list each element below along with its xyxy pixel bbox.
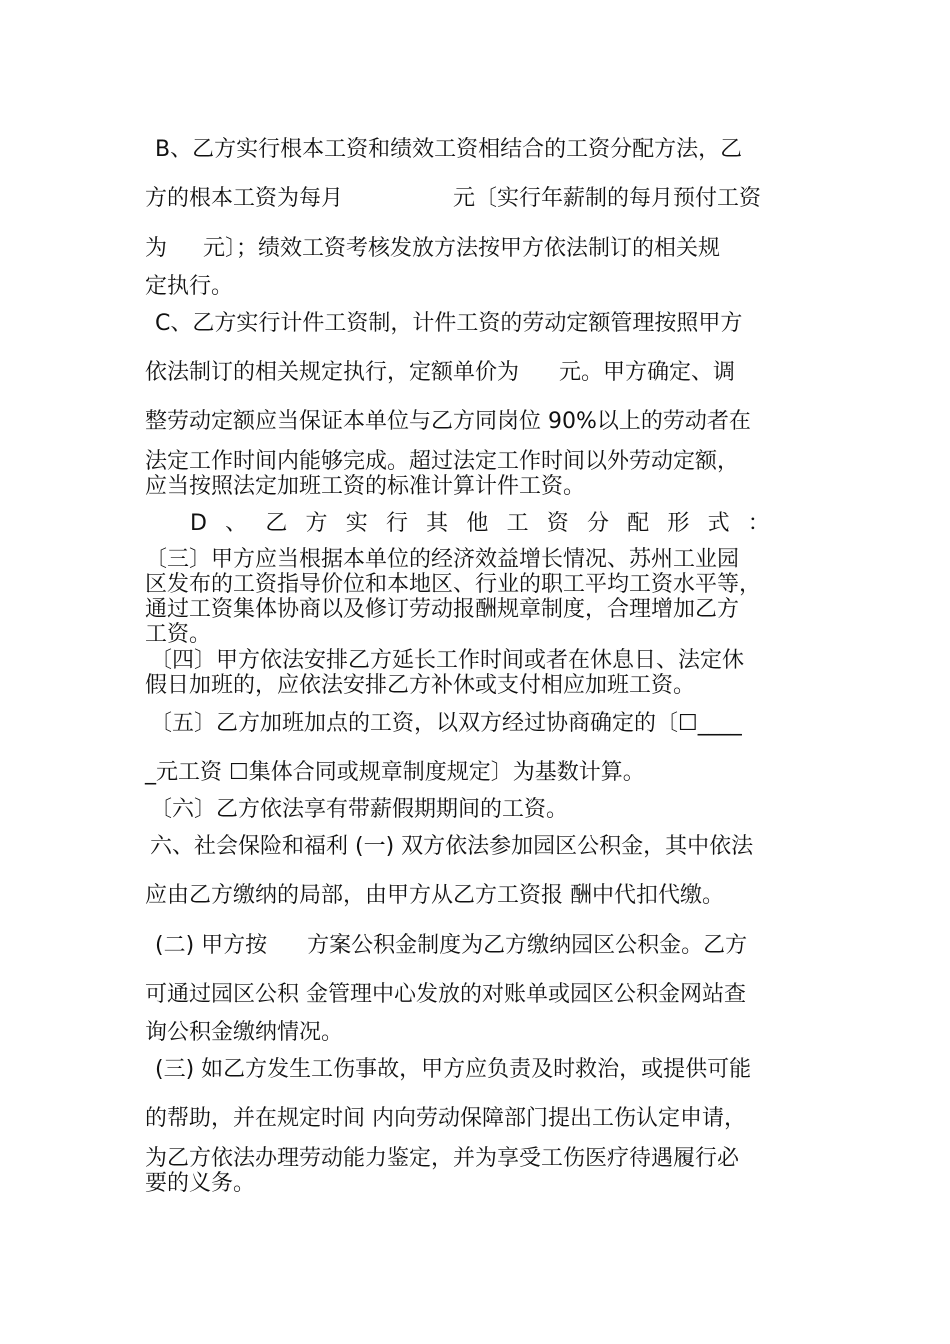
para-d-char: 实 bbox=[345, 511, 368, 536]
para-d-char: 资 bbox=[546, 511, 569, 536]
para-c-line-5: 应当按照法定加班工资的标准计算计件工资。 bbox=[145, 474, 586, 499]
para-5-line-2: _元工资 ☐集体合同或规章制度规定〕为基数计算。 bbox=[145, 760, 645, 785]
para-d-char: 乙 bbox=[265, 511, 288, 536]
section-6-line-9: 要的义务。 bbox=[145, 1171, 256, 1196]
para-d-char: 、 bbox=[225, 511, 248, 536]
section-6-line-7: 的帮助，并在规定时间 内向劳动保障部门提出工伤认定申请， bbox=[145, 1106, 746, 1131]
section-6-line-5: 询公积金缴纳情况。 bbox=[145, 1020, 344, 1045]
para-b-line-2-a: 方的根本工资为每月 bbox=[145, 186, 344, 211]
para-3-line-1: 〔三〕甲方应当根据本单位的经济效益增长情况、苏州工业园 bbox=[145, 547, 740, 572]
section-6-line-3-b: 方案公积金制度为乙方缴纳园区公积金。乙方 bbox=[307, 933, 748, 958]
para-c-line-1: C、乙方实行计件工资制，计件工资的劳动定额管理按照甲方 bbox=[155, 311, 743, 336]
para-d-char: 方 bbox=[305, 511, 328, 536]
para-b-line-1: B、乙方实行根本工资和绩效工资相结合的工资分配方法，乙 bbox=[155, 137, 743, 162]
section-6-line-4: 可通过园区公积 金管理中心发放的对账单或园区公积金网站查 bbox=[145, 982, 746, 1007]
para-d-char: D bbox=[190, 511, 207, 536]
para-3-line-3: 通过工资集体协商以及修订劳动报酬规章制度，合理增加乙方 bbox=[145, 597, 740, 622]
para-d-char: ： bbox=[747, 511, 770, 536]
section-6-line-6: (三) 如乙方发生工伤事故，甲方应负责及时救治，或提供可能 bbox=[155, 1057, 752, 1082]
para-d-char: 分 bbox=[586, 511, 609, 536]
para-3-line-4: 工资。 bbox=[145, 622, 212, 647]
para-b-line-2 bbox=[145, 186, 815, 212]
para-4-line-2: 假日加班的，应依法安排乙方补休或支付相应加班工资。 bbox=[145, 673, 696, 698]
para-d-char: 式 bbox=[707, 511, 730, 536]
para-6-line-1: 〔六〕乙方依法享有带薪假期期间的工资。 bbox=[150, 797, 569, 822]
para-5-line-1: 〔五〕乙方加班加点的工资，以双方经过协商确定的〔☐____ bbox=[150, 711, 742, 736]
para-d-line bbox=[190, 511, 770, 537]
para-d-char: 工 bbox=[506, 511, 529, 536]
para-c-line-4: 法定工作时间内能够完成。超过法定工作时间以外劳动定额， bbox=[145, 449, 740, 474]
section-6-line-1: 六、社会保险和福利 (一) 双方依法参加园区公积金，其中依法 bbox=[150, 834, 754, 859]
para-c-line-3: 整劳动定额应当保证本单位与乙方同岗位 90%以上的劳动者在 bbox=[145, 409, 751, 434]
para-d-char: 行 bbox=[385, 511, 408, 536]
section-6-line-2: 应由乙方缴纳的局部，由甲方从乙方工资报 酬中代扣代缴。 bbox=[145, 883, 724, 908]
para-4-line-1: 〔四〕甲方依法安排乙方延长工作时间或者在休息日、法定休 bbox=[150, 648, 745, 673]
section-6-line-3 bbox=[155, 933, 825, 959]
para-3-line-2: 区发布的工资指导价位和本地区、行业的职工平均工资水平等， bbox=[145, 572, 762, 597]
para-b-line-3-a: 为 bbox=[145, 236, 168, 261]
para-c-line-2-b: 元。甲方确定、调 bbox=[559, 360, 736, 385]
para-b-line-4: 定执行。 bbox=[145, 274, 234, 299]
para-c-line-2 bbox=[145, 360, 815, 386]
para-d-char: 形 bbox=[667, 511, 690, 536]
section-6-line-3-a: (二) 甲方按 bbox=[155, 933, 268, 958]
para-b-line-3-b: 元〕；绩效工资考核发放方法按甲方依法制订的相关规 bbox=[203, 236, 721, 261]
para-d-char: 配 bbox=[627, 511, 650, 536]
para-b-line-2-b: 元〔实行年薪制的每月预付工资 bbox=[453, 186, 762, 211]
para-d-char: 他 bbox=[466, 511, 489, 536]
para-b-line-3 bbox=[145, 236, 815, 262]
para-c-line-2-a: 依法制订的相关规定执行，定额单价为 bbox=[145, 360, 520, 385]
para-d-char: 其 bbox=[426, 511, 449, 536]
section-6-line-8: 为乙方依法办理劳动能力鉴定，并为享受工伤医疗待遇履行必 bbox=[145, 1146, 740, 1171]
